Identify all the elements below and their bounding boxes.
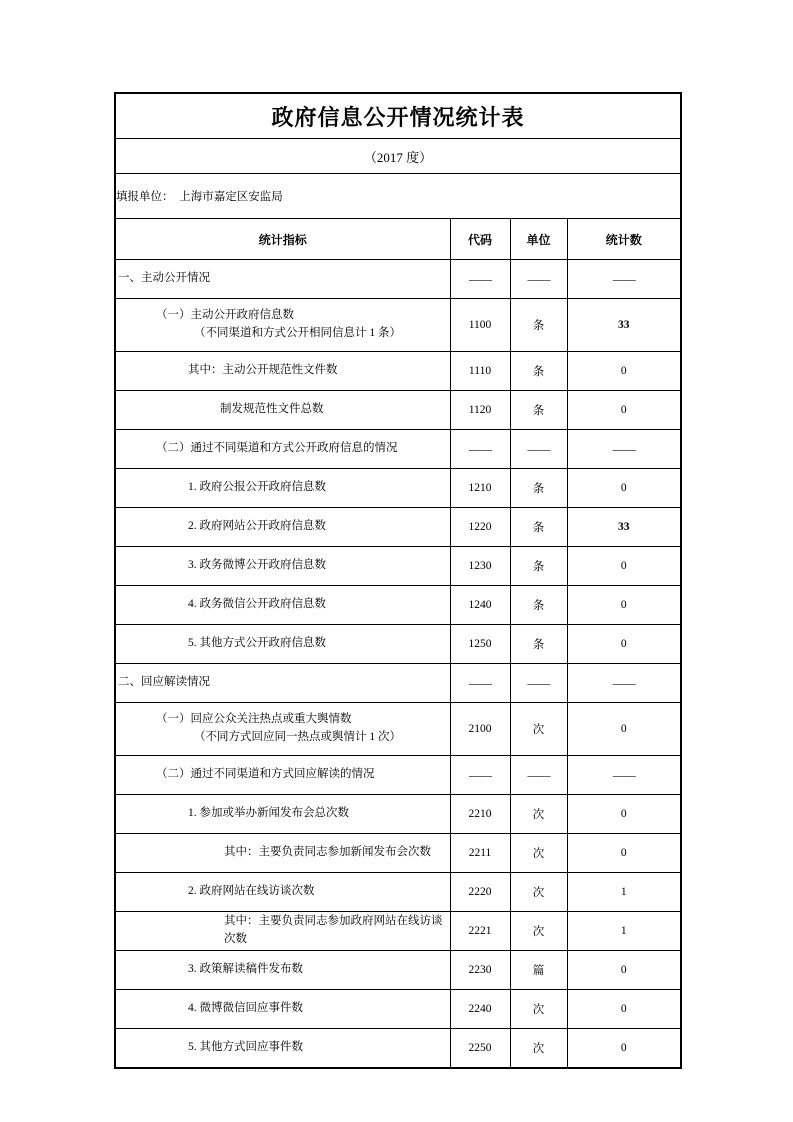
indicator-cell xyxy=(115,469,450,508)
filer-value: 上海市嘉定区安监局 xyxy=(179,191,283,203)
table-row xyxy=(115,912,681,951)
table-row xyxy=(115,430,681,469)
unit-cell-value: 条 xyxy=(510,391,567,430)
indicator-text-line1: 4. 微博微信回应事件数 xyxy=(188,1002,303,1015)
table-row xyxy=(115,352,681,391)
unit-cell-value: 次 xyxy=(510,1029,567,1069)
gov-info-disclosure-table xyxy=(114,92,682,1069)
count-cell: 0 xyxy=(567,547,681,586)
indicator-text-line1: 5. 其他方式回应事件数 xyxy=(188,1041,303,1054)
table-row xyxy=(115,391,681,430)
count-cell: 0 xyxy=(567,469,681,508)
unit-cell-value: —— xyxy=(510,260,567,299)
statistics-sheet xyxy=(114,92,680,1069)
indicator-text-line2: （不同方式回应同一热点或舆情计 1 次） xyxy=(194,731,401,743)
table-row xyxy=(115,299,681,352)
indicator-text-line1: 其中：主要负责同志参加新闻发布会次数 xyxy=(224,846,431,859)
indicator-cell xyxy=(115,703,450,756)
indicator-cell xyxy=(115,260,450,299)
count-cell: 0 xyxy=(567,951,681,990)
count-cell: —— xyxy=(567,260,681,299)
table-row xyxy=(115,1029,681,1069)
indicator-cell xyxy=(115,912,450,951)
indicator-text-line1: （一）回应公众关注热点或重大舆情数 xyxy=(156,713,352,726)
unit-cell-value: 条 xyxy=(510,586,567,625)
table-row xyxy=(115,586,681,625)
indicator-text-line1: 4. 政务微信公开政府信息数 xyxy=(188,598,326,611)
header-indicator: 统计指标 xyxy=(115,219,450,260)
indicator-cell xyxy=(115,1029,450,1069)
indicator-cell xyxy=(115,834,450,873)
indicator-text-line1: 其中：主要负责同志参加政府网站在线访谈次数 xyxy=(224,915,443,945)
table-row xyxy=(115,834,681,873)
unit-cell-value: 次 xyxy=(510,912,567,951)
indicator-text-line1: （二）通过不同渠道和方式回应解读的情况 xyxy=(156,768,375,781)
indicator-text-line1: 2. 政府网站在线访谈次数 xyxy=(188,885,315,898)
column-header-row xyxy=(115,219,681,260)
unit-cell-value: 次 xyxy=(510,703,567,756)
unit-cell-value: 条 xyxy=(510,299,567,352)
table-row xyxy=(115,664,681,703)
table-row xyxy=(115,625,681,664)
count-cell: 0 xyxy=(567,990,681,1029)
indicator-text-line1: 制发规范性文件总数 xyxy=(220,403,324,416)
indicator-cell xyxy=(115,990,450,1029)
unit-cell-value: 条 xyxy=(510,547,567,586)
count-cell: 33 xyxy=(567,299,681,352)
indicator-cell xyxy=(115,299,450,352)
unit-cell-value: 次 xyxy=(510,834,567,873)
count-cell: 0 xyxy=(567,625,681,664)
unit-cell-value: 条 xyxy=(510,625,567,664)
filer-unit xyxy=(115,174,681,219)
indicator-text-line1: 1. 参加或举办新闻发布会总次数 xyxy=(188,807,349,820)
filer-row xyxy=(115,174,681,219)
code-cell: 1120 xyxy=(450,391,510,430)
indicator-cell xyxy=(115,508,450,547)
unit-cell-value: 条 xyxy=(510,508,567,547)
table-row xyxy=(115,951,681,990)
count-cell: 1 xyxy=(567,912,681,951)
count-cell: —— xyxy=(567,430,681,469)
code-cell: 2210 xyxy=(450,795,510,834)
indicator-text-line1: 一、主动公开情况 xyxy=(118,272,210,285)
table-row xyxy=(115,873,681,912)
page-title: 政府信息公开情况统计表 xyxy=(115,93,681,139)
indicator-cell xyxy=(115,391,450,430)
count-cell: 0 xyxy=(567,795,681,834)
page-subtitle: （2017 度） xyxy=(115,139,681,174)
indicator-cell xyxy=(115,547,450,586)
code-cell: —— xyxy=(450,664,510,703)
code-cell: 2211 xyxy=(450,834,510,873)
code-cell: 2100 xyxy=(450,703,510,756)
indicator-cell xyxy=(115,795,450,834)
count-cell: —— xyxy=(567,756,681,795)
table-row xyxy=(115,703,681,756)
count-cell: —— xyxy=(567,664,681,703)
code-cell: —— xyxy=(450,756,510,795)
unit-cell-value: 次 xyxy=(510,990,567,1029)
code-cell: 1210 xyxy=(450,469,510,508)
table-row xyxy=(115,508,681,547)
code-cell: —— xyxy=(450,260,510,299)
indicator-cell xyxy=(115,873,450,912)
title-row xyxy=(115,93,681,139)
indicator-text-line1: 3. 政务微博公开政府信息数 xyxy=(188,559,326,572)
table-row xyxy=(115,260,681,299)
count-cell: 0 xyxy=(567,703,681,756)
table-row xyxy=(115,756,681,795)
unit-cell-value: —— xyxy=(510,664,567,703)
code-cell: 1240 xyxy=(450,586,510,625)
indicator-text-line1: 二、回应解读情况 xyxy=(118,676,210,689)
code-cell: 2250 xyxy=(450,1029,510,1069)
header-count: 统计数 xyxy=(567,219,681,260)
code-cell: 1110 xyxy=(450,352,510,391)
indicator-text-line1: 5. 其他方式公开政府信息数 xyxy=(188,637,326,650)
filer-label: 填报单位： xyxy=(116,191,174,203)
indicator-cell xyxy=(115,430,450,469)
code-cell: 2230 xyxy=(450,951,510,990)
indicator-text-line1: 2. 政府网站公开政府信息数 xyxy=(188,520,326,533)
indicator-cell xyxy=(115,756,450,795)
table-row xyxy=(115,795,681,834)
unit-cell-value: 条 xyxy=(510,352,567,391)
indicator-cell xyxy=(115,625,450,664)
code-cell: —— xyxy=(450,430,510,469)
header-unit: 单位 xyxy=(510,219,567,260)
table-row xyxy=(115,990,681,1029)
count-cell: 0 xyxy=(567,1029,681,1069)
code-cell: 1220 xyxy=(450,508,510,547)
code-cell: 2221 xyxy=(450,912,510,951)
count-cell: 0 xyxy=(567,391,681,430)
indicator-text-line1: （二）通过不同渠道和方式公开政府信息的情况 xyxy=(156,442,398,455)
indicator-text-line1: 1. 政府公报公开政府信息数 xyxy=(188,481,326,494)
code-cell: 1230 xyxy=(450,547,510,586)
unit-cell-value: 篇 xyxy=(510,951,567,990)
subtitle-row xyxy=(115,139,681,174)
count-cell: 0 xyxy=(567,586,681,625)
count-cell: 0 xyxy=(567,352,681,391)
unit-cell-value: 次 xyxy=(510,795,567,834)
indicator-cell xyxy=(115,951,450,990)
header-code: 代码 xyxy=(450,219,510,260)
code-cell: 2240 xyxy=(450,990,510,1029)
unit-cell-value: —— xyxy=(510,756,567,795)
count-cell: 0 xyxy=(567,834,681,873)
code-cell: 2220 xyxy=(450,873,510,912)
table-row xyxy=(115,469,681,508)
indicator-text-line1: （一）主动公开政府信息数 xyxy=(156,309,294,322)
indicator-cell xyxy=(115,664,450,703)
code-cell: 1100 xyxy=(450,299,510,352)
indicator-cell xyxy=(115,352,450,391)
indicator-text-line2: （不同渠道和方式公开相同信息计 1 条） xyxy=(194,327,401,339)
table-body xyxy=(115,260,681,1069)
unit-cell-value: 次 xyxy=(510,873,567,912)
indicator-cell xyxy=(115,586,450,625)
unit-cell-value: —— xyxy=(510,430,567,469)
indicator-text-line1: 其中：主动公开规范性文件数 xyxy=(188,364,338,377)
table-row xyxy=(115,547,681,586)
unit-cell-value: 条 xyxy=(510,469,567,508)
indicator-text-line1: 3. 政策解读稿件发布数 xyxy=(188,963,303,976)
code-cell: 1250 xyxy=(450,625,510,664)
count-cell: 33 xyxy=(567,508,681,547)
count-cell: 1 xyxy=(567,873,681,912)
